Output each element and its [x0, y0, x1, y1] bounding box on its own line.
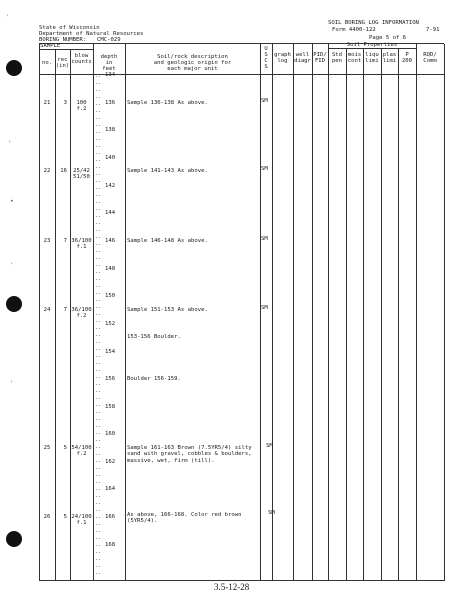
- description-line: Sample 151-153 As above.: [127, 307, 208, 313]
- header-description-line: and geologic origin for: [153, 60, 232, 66]
- header-liqu-line: limi: [365, 58, 379, 64]
- col-divider: [398, 48, 399, 580]
- col-divider: [312, 44, 313, 581]
- header-liqu-line: liqu: [365, 52, 379, 58]
- description-line: Sample 141-143 As above.: [127, 168, 208, 174]
- col-divider: [125, 44, 126, 581]
- depth-tick-dash: --: [95, 571, 102, 577]
- depth-tick-dash: --: [95, 529, 102, 535]
- depth-label: 144: [105, 210, 116, 216]
- header-rqd-line: RQD/: [423, 52, 437, 58]
- header-plas-limi: [381, 52, 398, 64]
- page-code: 3.5-12-28: [214, 582, 250, 592]
- blow-line: 100: [76, 100, 87, 106]
- depth-label: 148: [105, 266, 116, 272]
- header-blow-line: blow: [74, 53, 89, 59]
- depth-label: 140: [105, 155, 116, 161]
- depth-label: 166: [105, 514, 116, 520]
- header-pid-fid: [312, 52, 328, 64]
- depth-tick-dash: --: [95, 221, 102, 227]
- depth-tick-dash: --: [95, 193, 102, 199]
- description-line: Sample 136-138 As above.: [127, 100, 208, 106]
- depth-label: 146: [105, 238, 116, 244]
- depth-tick-dash: --: [95, 480, 102, 486]
- depth-tick-dash: --: [95, 158, 102, 164]
- depth-tick-dash: --: [95, 326, 102, 332]
- sample-uscs: SM: [268, 510, 275, 516]
- depth-tick-dash: --: [95, 564, 102, 570]
- depth-tick-dash: --: [95, 550, 102, 556]
- depth-label: 168: [105, 542, 116, 548]
- depth-tick-dash: --: [95, 298, 102, 304]
- depth-tick-dash: --: [95, 200, 102, 206]
- depth-label: 154: [105, 349, 116, 355]
- depth-tick-dash: --: [95, 466, 102, 472]
- depth-tick-dash: --: [95, 361, 102, 367]
- header-depth-line: feet: [102, 66, 116, 72]
- header-rec-line: (in): [55, 63, 70, 69]
- header-pid-line: FID: [314, 58, 326, 64]
- blow-line: 54/100: [71, 445, 92, 451]
- depth-tick-dash: --: [95, 214, 102, 220]
- header-p200-line: P: [405, 52, 409, 58]
- sample-rec: 16: [60, 168, 67, 174]
- header-rec: [55, 57, 70, 69]
- sample-uscs: SM: [261, 305, 268, 311]
- depth-label: 134: [105, 72, 116, 78]
- blow-line: f.1: [76, 244, 87, 251]
- sample-no: 24: [43, 307, 51, 313]
- form-number: Form 4400-122: [332, 27, 376, 33]
- header-pid-line: PID/: [313, 52, 327, 58]
- sample-description: [127, 307, 208, 313]
- depth-tick-dash: --: [95, 382, 102, 388]
- note-line: 153-156 Boulder.: [127, 334, 181, 340]
- depth-tick-dash: --: [95, 501, 102, 507]
- depth-tick-dash: --: [95, 179, 102, 185]
- sample-blow: [70, 168, 93, 181]
- header-no: no.: [42, 60, 53, 66]
- depth-tick-dash: --: [95, 403, 102, 409]
- sample-no: 21: [43, 100, 51, 106]
- depth-tick-dash: --: [95, 207, 102, 213]
- col-divider: [416, 44, 417, 581]
- depth-tick-dash: --: [95, 74, 102, 80]
- header-graph-line: graph: [274, 52, 291, 58]
- header-depth-line: depth: [100, 54, 118, 60]
- sample-no: 26: [43, 514, 51, 520]
- col-divider: [55, 49, 56, 580]
- sample-blow: [70, 100, 93, 113]
- col-divider: [93, 44, 94, 581]
- sample-no: 23: [43, 238, 51, 244]
- description-line: massive, wet, firm (till).: [127, 457, 215, 464]
- depth-tick-dash: --: [95, 116, 102, 122]
- sample-uscs: SM: [261, 236, 268, 242]
- depth-tick-dash: --: [95, 88, 102, 94]
- header-uscs-letter: C: [264, 58, 268, 64]
- header-uscs: [260, 46, 272, 70]
- form-title: SOIL BORING LOG INFORMATION: [328, 20, 419, 26]
- depth-tick-dash: --: [95, 522, 102, 528]
- header-description-line: each major unit: [167, 66, 218, 72]
- blow-line: f.2: [76, 106, 87, 113]
- depth-tick-dash: --: [95, 431, 102, 437]
- punch-hole-top: [6, 60, 22, 76]
- col-divider: [381, 48, 382, 580]
- blow-line: 25/42: [73, 168, 90, 174]
- depth-tick-dash: --: [95, 515, 102, 521]
- depth-tick-dash: --: [95, 319, 102, 325]
- depth-tick-dash: --: [95, 144, 102, 150]
- sample-uscs: SM: [261, 98, 268, 104]
- sample-blow: [70, 514, 93, 527]
- depth-tick-dash: --: [95, 305, 102, 311]
- sample-description: [127, 100, 208, 106]
- depth-tick-dash: --: [95, 543, 102, 549]
- header-plas-line: limi: [382, 58, 397, 64]
- header-well-line: well: [295, 52, 310, 58]
- margin-mark: ': [6, 14, 10, 21]
- blow-line: f.1: [76, 520, 87, 527]
- depth-tick-dash: --: [95, 95, 102, 101]
- depth-tick-dash: --: [95, 109, 102, 115]
- header-depth: [93, 54, 125, 72]
- depth-label: 162: [105, 459, 116, 465]
- agency-line-1: State of Wisconsin: [39, 25, 100, 31]
- boring-number-label: BORING NUMBER:: [39, 37, 87, 43]
- description-line: Sample 146-148 As above.: [127, 238, 208, 244]
- sample-description: [127, 445, 252, 464]
- header-uscs-letter: S: [264, 64, 268, 70]
- form-date: 7-91: [426, 27, 440, 33]
- header-mois-line: mois: [347, 52, 362, 58]
- depth-tick-dash: --: [95, 389, 102, 395]
- header-uscs-letter: S: [264, 52, 268, 58]
- sample-uscs: SM: [261, 166, 268, 172]
- sample-description: [127, 168, 208, 174]
- note-line: Boulder 156-159.: [127, 376, 181, 382]
- blow-line: 24/100: [71, 514, 92, 520]
- header-std-pen: [328, 52, 346, 64]
- col-divider: [260, 44, 261, 581]
- depth-tick-dash: --: [95, 172, 102, 178]
- depth-tick-dash: --: [95, 508, 102, 514]
- header-description: [125, 54, 260, 72]
- header-mois-cont: [346, 52, 363, 64]
- agency-line-2: Department of Natural Resources: [39, 31, 144, 37]
- sample-blow: [70, 307, 93, 320]
- depth-tick-dash: --: [95, 452, 102, 458]
- description-line: (5YR5/4).: [127, 518, 158, 525]
- page-info: Page 5 of 6: [369, 35, 407, 41]
- col-divider: [272, 44, 273, 581]
- sample-group-header: SAMPLE: [40, 43, 61, 49]
- blow-line: 36/100: [71, 307, 92, 313]
- depth-label: 152: [105, 321, 116, 327]
- col-divider: [363, 48, 364, 580]
- header-liqu-limi: [363, 52, 381, 64]
- depth-label: 136: [105, 100, 116, 106]
- depth-label: 142: [105, 183, 116, 189]
- sample-rec: 7: [63, 238, 67, 244]
- depth-tick-dash: --: [95, 375, 102, 381]
- sample-rec: 3: [63, 100, 67, 106]
- col-divider: [444, 44, 445, 581]
- depth-tick-dash: --: [95, 340, 102, 346]
- depth-tick-dash: --: [95, 291, 102, 297]
- header-plas-line: plas: [382, 52, 397, 58]
- depth-tick-dash: --: [95, 151, 102, 157]
- header-std-line: Std: [331, 52, 343, 58]
- depth-tick-dash: --: [95, 354, 102, 360]
- depth-tick-dash: --: [95, 417, 102, 423]
- depth-tick-dash: --: [95, 235, 102, 241]
- blow-line: f.2: [76, 313, 87, 320]
- depth-tick-dash: --: [95, 123, 102, 129]
- depth-tick-dash: --: [95, 242, 102, 248]
- depth-label: 150: [105, 293, 116, 299]
- col-divider: [328, 44, 329, 581]
- depth-tick-dash: --: [95, 81, 102, 87]
- depth-tick-dash: --: [95, 396, 102, 402]
- header-p200-line: 200: [401, 58, 413, 64]
- blow-line: 36/100: [71, 238, 92, 244]
- header-p200: [398, 52, 416, 64]
- depth-tick-dash: --: [95, 130, 102, 136]
- depth-tick-dash: --: [95, 438, 102, 444]
- depth-label: 138: [105, 127, 116, 133]
- col-divider: [293, 44, 294, 581]
- header-description-line: Soil/rock description: [157, 54, 228, 60]
- depth-tick-dash: --: [95, 284, 102, 290]
- depth-tick-dash: --: [95, 256, 102, 262]
- depth-tick-dash: --: [95, 347, 102, 353]
- sample-rec: 5: [63, 514, 67, 520]
- depth-tick-dash: --: [95, 137, 102, 143]
- margin-mark: ': [10, 262, 14, 269]
- punch-hole-bottom: [6, 531, 22, 547]
- header-mois-line: cont: [347, 58, 362, 64]
- depth-tick-dash: --: [95, 270, 102, 276]
- margin-mark: ': [8, 140, 12, 147]
- header-depth-line: in: [105, 60, 113, 66]
- depth-tick-dash: --: [95, 165, 102, 171]
- depth-tick-dash: --: [95, 536, 102, 542]
- header-std-line: pen: [331, 58, 343, 64]
- depth-tick-dash: --: [95, 333, 102, 339]
- depth-tick-dash: --: [95, 487, 102, 493]
- sample-rec: 7: [63, 307, 67, 313]
- description-line: sand with gravel, cobbles & boulders,: [127, 451, 252, 458]
- depth-tick-dash: --: [95, 277, 102, 283]
- header-rec-line: rec: [57, 57, 68, 63]
- col-divider: [346, 48, 347, 580]
- depth-label: 164: [105, 486, 116, 492]
- sample-group-rule: [39, 49, 93, 50]
- header-rqd-comm: [416, 52, 444, 64]
- soil-properties-rule: [328, 48, 416, 49]
- margin-mark: ': [10, 380, 14, 387]
- description-line: As above, 166-168. Color red brown: [127, 512, 242, 518]
- depth-label: 158: [105, 404, 116, 410]
- sample-no: 25: [43, 445, 51, 451]
- sample-uscs: SM: [266, 443, 273, 449]
- depth-tick-dash: --: [95, 557, 102, 563]
- depth-tick-dash: --: [95, 186, 102, 192]
- header-graph-line: log: [277, 58, 288, 64]
- depth-tick-dash: --: [95, 249, 102, 255]
- depth-tick-dash: --: [95, 102, 102, 108]
- depth-label: 160: [105, 431, 116, 437]
- depth-tick-dash: --: [95, 445, 102, 451]
- margin-mark: •: [10, 198, 14, 205]
- blow-line: 51/50: [73, 174, 90, 181]
- depth-tick-dash: --: [95, 312, 102, 318]
- depth-tick-dash: --: [95, 228, 102, 234]
- sample-blow: [70, 238, 93, 251]
- blow-line: f.2: [76, 451, 87, 458]
- depth-tick-dash: --: [95, 459, 102, 465]
- sample-rec: 5: [63, 445, 67, 451]
- depth-tick-dash: --: [95, 473, 102, 479]
- depth-tick-dash: --: [95, 368, 102, 374]
- sample-no: 22: [43, 168, 51, 174]
- depth-tick-dash: --: [95, 494, 102, 500]
- depth-tick-dash: --: [95, 410, 102, 416]
- header-well-line: diagr: [294, 58, 311, 64]
- depth-label: 156: [105, 376, 116, 382]
- header-blow: [70, 53, 93, 65]
- sample-blow: [70, 445, 93, 458]
- header-blow-line: counts: [71, 59, 92, 65]
- description-line: Sample 161-163 Brown (7.5YR5/4) silty: [127, 445, 252, 451]
- soil-properties-header: Soil Properties: [346, 42, 398, 48]
- depth-tick-dash: --: [95, 424, 102, 430]
- header-well-diagr: [293, 52, 312, 64]
- header-graph-log: [272, 52, 293, 64]
- depth-tick-dash: --: [95, 263, 102, 269]
- boring-number: CMC-029: [97, 37, 121, 43]
- table-bottom-border: [39, 580, 444, 581]
- sample-description: [127, 238, 208, 244]
- header-uscs-letter: U: [264, 46, 268, 52]
- header-rqd-line: Comm: [423, 58, 437, 64]
- punch-hole-middle: [6, 296, 22, 312]
- sample-description: [127, 512, 242, 525]
